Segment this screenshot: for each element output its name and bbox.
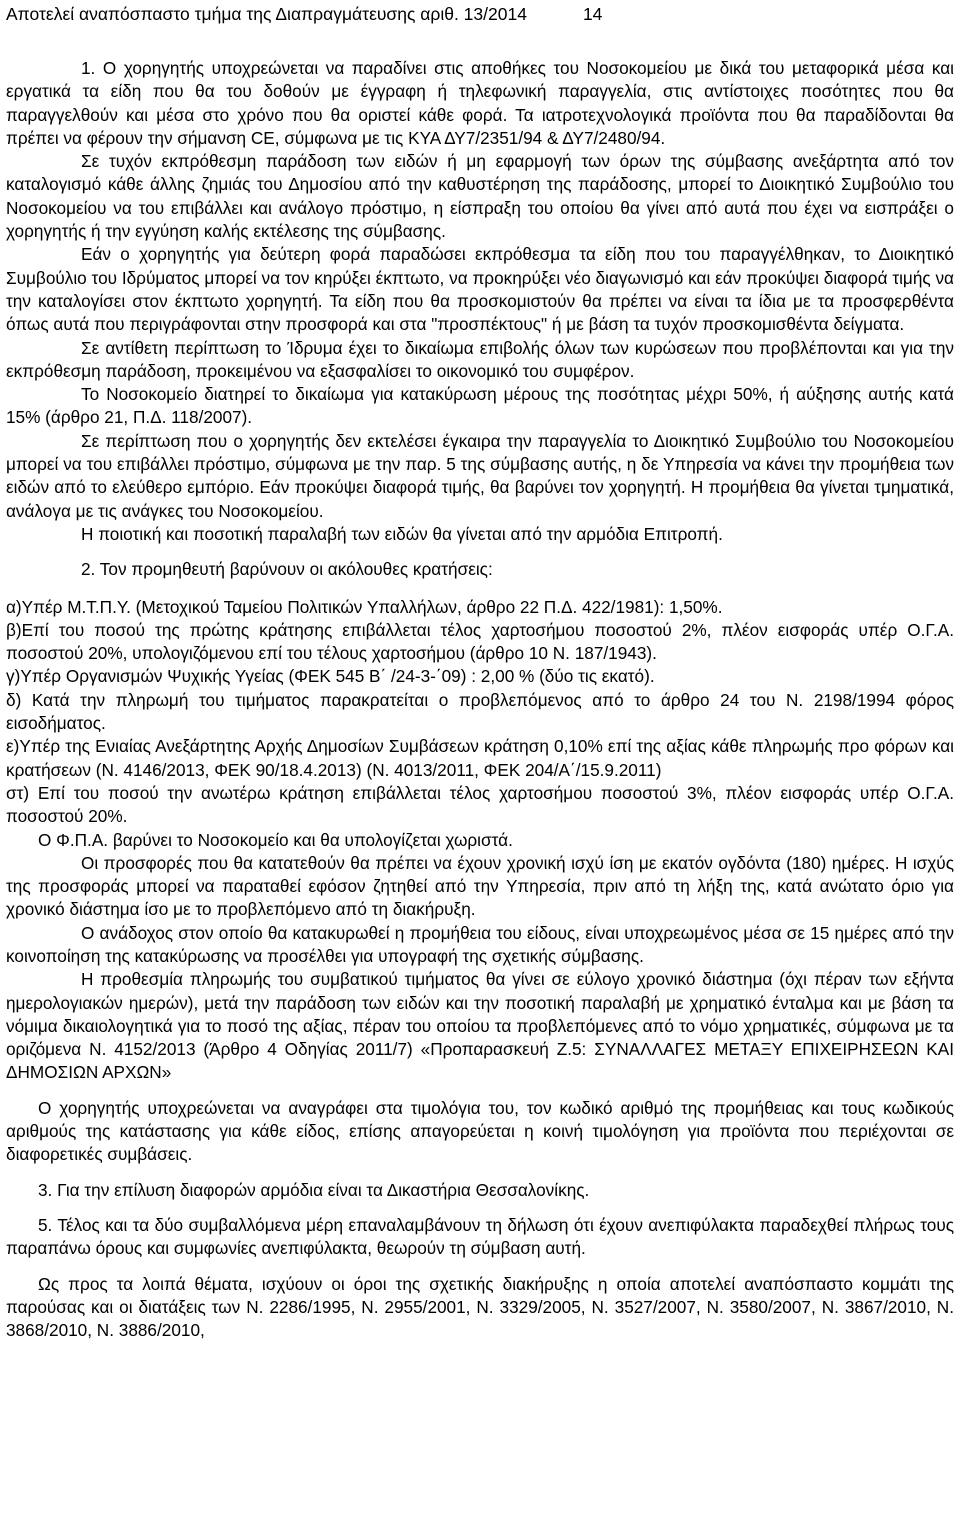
paragraph-payment-terms: Η προθεσμία πληρωμής του συμβατικού τιμήματος θα γίνει σε εύλογο χρονικό διάστημα (όχι πέραν των εξήντα ημερολογιακών ημερών), μετά την παράδοση των ειδών και την ποσοτική παραλαβή με χρηματικό ένταλμα και με βάση τα νόμιμα δικαιολογητικά για το ποσό της αξίας, πέραν του οποίου τα προβλεπόμενες από το νόμο χρηματικές, σύμφωνα με τα οριζόμενα Ν. 4152/2013 (Άρθρο 4 Οδηγίας 2011/7) «Προπαρασκευή Ζ.5: ΣΥΝΑΛΛΑΓΕΣ ΜΕΤΑΞΥ ΕΠΙΧΕΙΡΗΣΕΩΝ ΚΑΙ ΔΗΜΟΣΙΩΝ ΑΡΧΩΝ» bbox=[6, 969, 954, 1083]
deduction-c: γ)Υπέρ Οργανισμών Ψυχικής Υγείας (ΦΕΚ 545 Β΄ /24-3-΄09) : 2,00 % (δύο τις εκατό). bbox=[6, 666, 655, 687]
paragraph-clause-5: 5. Τέλος και τα δύο συμβαλλόμενα μέρη επαναλαμβάνουν τη δήλωση ότι έχουν ανεπιφύλακτα παραδεχθεί πλήρως τους παραπάνω όρους και συμφωνίες ανεπιφύλακτα, θεωρούν τη σύμβαση αυτή. bbox=[6, 1214, 954, 1259]
page-number: 14 bbox=[582, 4, 603, 24]
deduction-f: στ) Επί του ποσού την ανωτέρω κράτηση επιβάλλεται τέλος χαρτοσήμου ποσοστού 3%, πλέον εισφοράς υπέρ Ο.Γ.Α. ποσοστού 20%. bbox=[6, 782, 954, 827]
deduction-d: δ) Κατά την πληρωμή του τιμήματος παρακρατείται ο προβλεπόμενος από το άρθρο 24 του Ν. 2198/1994 φόρος εισοδήματος. bbox=[6, 689, 954, 734]
paragraph-contract-signing: Ο ανάδοχος στον οποίο θα κατακυρωθεί η προμήθεια του είδους, είναι υποχρεωμένος μέσα σε 15 ημέρες από την κοινοποίηση της κατακύρωσης να προσέλθει για υπογραφή της σχετικής σύμβασης. bbox=[6, 922, 954, 966]
paragraph-award-right: Το Νοσοκομείο διατηρεί το δικαίωμα για κατακύρωση μέρους της ποσότητας μέχρι 50%, ή αύξησης αυτής κατά 15% (άρθρο 21, Π.Δ. 118/2007). bbox=[6, 384, 954, 428]
paragraph-untimely-order: Σε περίπτωση που ο χορηγητής δεν εκτελέσει έγκαιρα την παραγγελία το Διοικητικό Συμβούλιο του Νοσοκομείου μπορεί να του επιβάλλει πρόστιμο, σύμφωνα με την παρ. 5 της σύμβασης αυτής, η δε Υπηρεσία να κάνει την προμήθεια των ειδών από το ελεύθερο εμπόριο. Εάν προκύψει διαφορά τιμής, θα βαρύνει τον χορηγητή. Η προμήθεια θα γίνεται τμηματικά, ανάλογα με τις ανάγκες του Νοσοκομείου. bbox=[6, 430, 954, 521]
paragraph-invoices: Ο χορηγητής υποχρεώνεται να αναγράφει στα τιμολόγια του, τον κωδικό αριθμό της προμήθειας και τους κωδικούς αριθμούς της κατάστασης για κάθε είδος, επίσης απαγορεύεται η κοινή τιμολόγηση για προϊόντα που περιέχονται σε διαφορετικές συμβάσεις. bbox=[6, 1097, 954, 1165]
header-title: Αποτελεί αναπόσπαστο τμήμα της Διαπραγμάτευσης αριθ. 13/2014 bbox=[6, 4, 527, 24]
paragraph-late-delivery: Σε τυχόν εκπρόθεσμη παράδοση των ειδών ή μη εφαρμογή των όρων της σύμβασης ανεξάρτητα από τον καταλογισμό κάθε άλλης ζημιάς του Δημοσίου από την καθυστέρηση της παράδοσης, μπορεί το Διοικητικό Συμβούλιο του Νοσοκομείου να του επιβάλλει και ανάλογο πρόστιμο, η είσπραξη του οποίου θα γίνει από αυτά που έχει να εισπράξει ο χορηγητής ή την εγγύηση καλής εκτέλεσης της σύμβασης. bbox=[6, 151, 954, 242]
document-body bbox=[6, 57, 954, 1342]
paragraph-offer-validity: Οι προσφορές που θα κατατεθούν θα πρέπει να έχουν χρονική ισχύ ίση με εκατόν ογδόντα (180) ημέρες. Η ισχύς της προσφοράς μπορεί να παραταθεί εφόσον ζητηθεί από την Υπηρεσία, πριν από τη λήξη της, κατά ανώτατο όριο για χρονικό διάστημα ίσο με το προβλεπόμενο από τη διακήρυξη. bbox=[6, 852, 954, 920]
deduction-b: β)Επί του ποσού της πρώτης κράτησης επιβάλλεται τέλος χαρτοσήμου ποσοστού 2%, πλέον εισφοράς υπέρ Ο.Γ.Α. ποσοστού 20%, υπολογιζόμενου επί του τέλους χαρτοσήμου (άρθρο 10 Ν. 187/1943). bbox=[6, 619, 954, 664]
paragraph-vat: Ο Φ.Π.Α. βαρύνει το Νοσοκομείο και θα υπολογίζεται χωριστά. bbox=[38, 829, 513, 850]
deduction-e: ε)Υπέρ της Ενιαίας Ανεξάρτητης Αρχής Δημοσίων Συμβάσεων κράτηση 0,10% επί της αξίας κάθε πληρωμής προ φόρων και κρατήσεων (Ν. 4146/2013, ΦΕΚ 90/18.4.2013) (Ν. 4013/2011, ΦΕΚ 204/Α΄/15.9.2011) bbox=[6, 736, 954, 780]
paragraph-clause-1: 1. Ο χορηγητής υποχρεώνεται να παραδίνει στις αποθήκες του Νοσοκομείου με δικά του μεταφορικά μέσα και εργατικά τα είδη που θα του δοθούν με έγγραφη ή τηλεφωνική παραγγελία, στις αντίστοιχες ποσότητες που θα παραγγελθούν και μέσα στο χρόνο που θα οριστεί κάθε φορά. Τα ιατροτεχνολογικά προϊόντα που θα παραδίδονται θα πρέπει να φέρουν την σήμανση CE, σύμφωνα με τις ΚΥΑ ΔΥ7/2351/94 & ΔΥ7/2480/94. bbox=[6, 58, 954, 148]
paragraph-other-matters: Ως προς τα λοιπά θέματα, ισχύουν οι όροι της σχετικής διακήρυξης η οποία αποτελεί αναπόσπαστο κομμάτι της παρούσας και οι διατάξεις των Ν. 2286/1995, Ν. 2955/2001, Ν. 3329/2005, Ν. 3527/2007, Ν. 3580/2007, Ν. 3867/2010, Ν. 3868/2010, Ν. 3886/2010, bbox=[6, 1273, 954, 1341]
paragraph-clause-3: 3. Για την επίλυση διαφορών αρμόδια είναι τα Δικαστήρια Θεσσαλονίκης. bbox=[38, 1179, 590, 1200]
page-header bbox=[6, 0, 954, 25]
paragraph-contrary-case: Σε αντίθετη περίπτωση το Ίδρυμα έχει το δικαίωμα επιβολής όλων των κυρώσεων που προβλέπονται και για την εκπρόθεσμη παράδοση, προκειμένου να εξασφαλίσει το οικονομικό του συμφέρον. bbox=[6, 337, 954, 381]
paragraph-second-late-delivery: Εάν ο χορηγητής για δεύτερη φορά παραδώσει εκπρόθεσμα τα είδη που του παραγγέλθηκαν, το Διοικητικό Συμβούλιο του Ιδρύματος μπορεί να τον κηρύξει έκπτωτο, να προκηρύξει νέο διαγωνισμό και εάν προκύψει διαφορά τιμής να την καταλογίσει στον έκπτωτο χορηγητή. Τα είδη που θα προσκομιστούν θα πρέπει να είναι τα ίδια με τα προσφερθέντα όπως αυτά που περιγράφονται στην προσφορά και στα "προσπέκτους" ή με βάση τα τυχόν προσκομισθέντα δείγματα. bbox=[6, 244, 954, 335]
paragraph-receipt-committee: Η ποιοτική και ποσοτική παραλαβή των ειδών θα γίνεται από την αρμόδια Επιτροπή. bbox=[81, 523, 723, 544]
paragraph-clause-2: 2. Τον προμηθευτή βαρύνουν οι ακόλουθες κρατήσεις: bbox=[81, 559, 493, 580]
deduction-a: α)Υπέρ Μ.Τ.Π.Υ. (Μετοχικού Ταμείου Πολιτικών Υπαλλήλων, άρθρο 22 Π.Δ. 422/1981): 1,50%. bbox=[6, 596, 723, 617]
